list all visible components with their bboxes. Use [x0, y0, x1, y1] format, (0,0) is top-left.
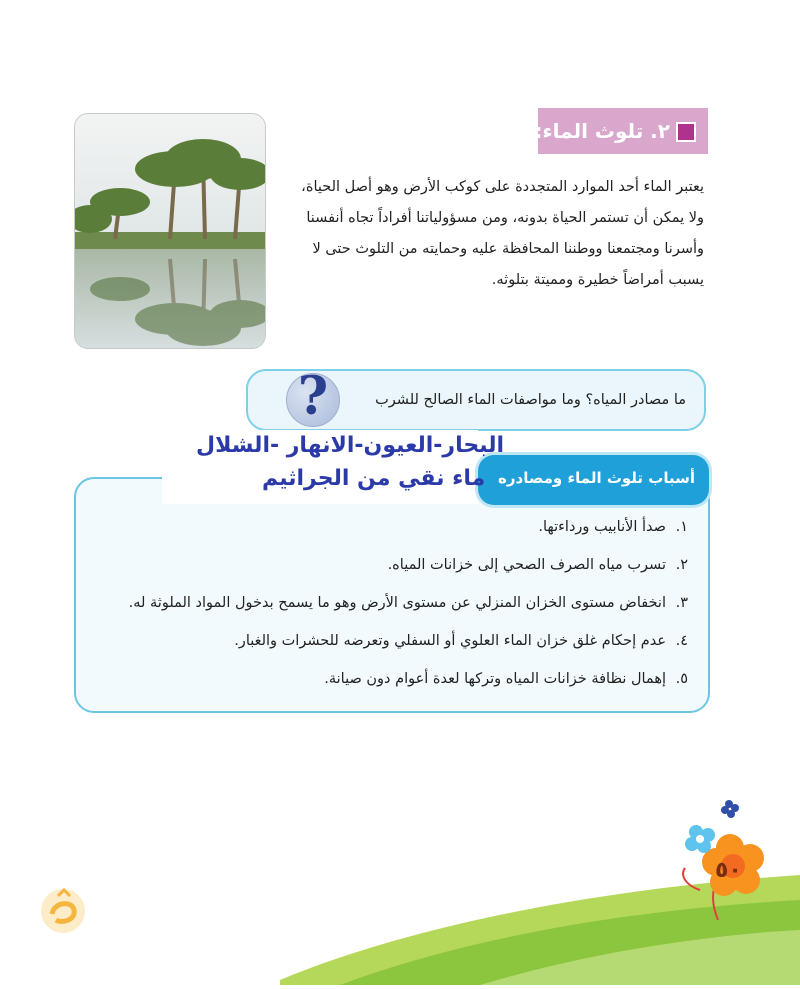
item-text: انخفاض مستوى الخزان المنزلي عن مستوى الأرض وهو ما يسمح بدخول المواد الملوثة له.	[128, 595, 666, 611]
question-mark-glyph: ?	[297, 366, 329, 427]
list-item	[88, 633, 688, 671]
item-number: ٢.	[675, 557, 688, 573]
item-number: ٤.	[675, 633, 688, 649]
paragraph-line: ولا يمكن أن تستمر الحياة بدونه، ومن مسؤولياتنا أفراداً تجاه أنفسنا	[306, 210, 704, 226]
list-item	[88, 519, 688, 557]
item-text: عدم إحكام غلق خزان الماء العلوي أو السفلي وتعرضه للحشرات والغبار.	[234, 633, 666, 649]
palm-oasis-photo	[74, 113, 266, 349]
paragraph-line: وأسرنا ومجتمعنا ووطننا المحافظة عليه وحمايته من التلوث حتى لا	[312, 241, 704, 257]
item-text: صدأ الأنابيب ورداءتها.	[538, 519, 666, 535]
section-title: ٢. تلوث الماء:	[534, 119, 670, 143]
list-item	[88, 671, 688, 709]
causes-title-tab	[478, 455, 709, 505]
causes-list	[88, 519, 688, 709]
answer-line-2[interactable]: ماء نقي من الجراثيم	[262, 466, 486, 491]
intro-paragraph	[274, 172, 704, 296]
publisher-logo-icon	[38, 886, 88, 940]
question-text: ما مصادر المياه؟ وما مواصفات الماء الصالح للشرب	[375, 392, 686, 408]
bullet-square-icon	[676, 122, 696, 142]
paragraph-line: يعتبر الماء أحد الموارد المتجددة على كوكب الأرض وهو أصل الحياة،	[301, 179, 704, 195]
question-mark-icon	[286, 366, 340, 427]
list-item	[88, 557, 688, 595]
item-number: ٣.	[675, 595, 688, 611]
item-number: ٥.	[675, 671, 688, 687]
page-number: ٥٠	[715, 858, 742, 883]
item-text: تسرب مياه الصرف الصحي إلى خزانات المياه.	[387, 557, 666, 573]
hill-flowers-decoration	[280, 780, 800, 989]
item-number: ١.	[675, 519, 688, 535]
item-text: إهمال نظافة خزانات المياه وتركها لعدة أعوام دون صيانة.	[324, 671, 666, 687]
list-item	[88, 595, 688, 633]
answer-line-1[interactable]: البحار-العيون-الانهار -الشلال	[196, 433, 504, 458]
paragraph-line: يسبب أمراضاً خطيرة ومميتة بتلوثه.	[491, 272, 704, 288]
section-header	[534, 108, 708, 154]
causes-title: أسباب تلوث الماء ومصادره	[498, 469, 695, 487]
